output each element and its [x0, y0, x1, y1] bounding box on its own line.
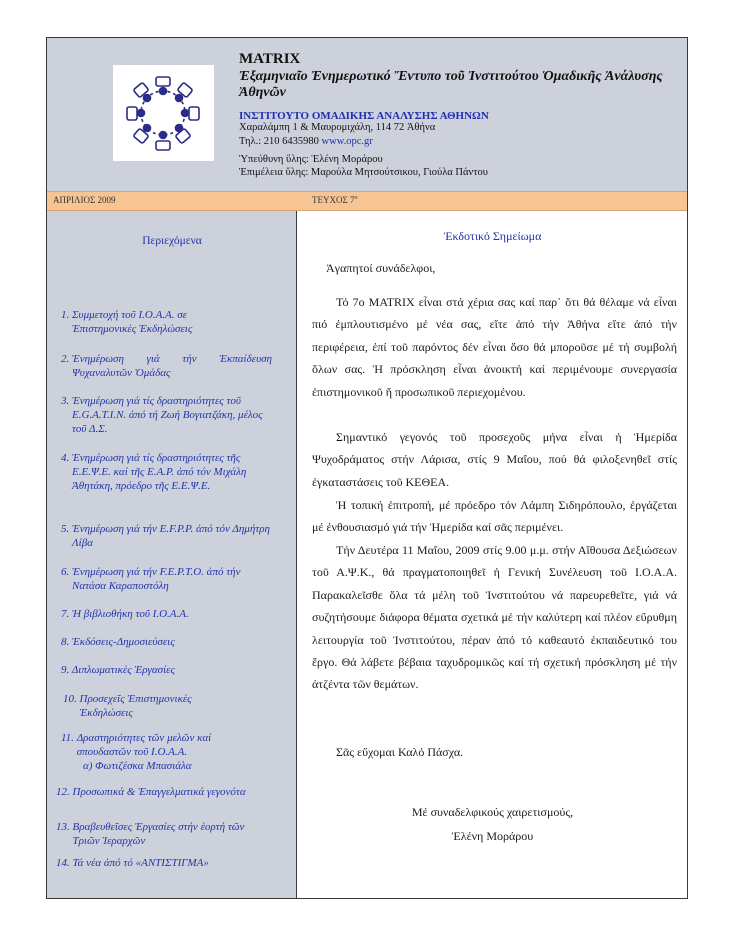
contact-line — [239, 136, 373, 147]
editing-credits: Ἐπιμέλεια ὕλης: Μαρούλα Μητσούτσικου, Γιούλα Πάντου — [239, 167, 488, 178]
newsletter-title: MATRIX — [239, 51, 301, 67]
table-of-contents — [47, 211, 297, 898]
toc-item[interactable]: 3. Ἐνημέρωση γιά τίς δραστηριότητες τοῦ E.G.A.T.I.N. ἀπό τή Ζωή Βογιατζάκη, μέλος τοῦ Δ.Σ. — [61, 395, 263, 435]
paragraph: Σημαντικό γεγονός τοῦ προσεχοῦς μήνα εἶναι ἡ Ἡμερίδα Ψυχοδράματος στήν Λάρισα, στίς 9 Μαΐου, πού θά φιλοξενηθεῖ στίς ἐγκαταστάσεις τοῦ ΚΕΘΕΑ. — [312, 430, 677, 489]
editorial-title: Ἐκδοτικό Σημείωμα — [443, 229, 542, 243]
toc-item[interactable]: 7. Ἡ βιβλιοθήκη τοῦ Ι.Ο.Α.Α. — [61, 608, 189, 620]
masthead — [47, 38, 687, 191]
institute-name: ΙΝΣΤΙΤΟΥΤΟ ΟΜΑΔΙΚΗΣ ΑΝΑΛΥΣΗΣ ΑΘΗΝΩΝ — [239, 110, 489, 122]
responsible-editor: Ὑπεύθυνη ὕλης: Ἑλένη Μοράρου — [239, 154, 383, 165]
toc-item[interactable]: 13. Βραβευθεῖσες Ἐργασίες στήν ἑορτή τῶν Τριῶν Ἱεραρχῶν — [56, 821, 245, 847]
website-link[interactable]: www.opc.gr — [321, 136, 373, 147]
toc-item[interactable]: 8. Ἐκδόσεις-Δημοσιεύσεις — [61, 636, 175, 648]
salutation: Ἀγαπητοί συνάδελφοι, — [326, 261, 436, 275]
toc-item[interactable]: 14. Τά νέα ἀπό τό «ΑΝΤΙΣΤΙΓΜΑ» — [56, 857, 209, 869]
newsletter-page — [46, 37, 688, 899]
institute-address: Χαραλάμπη 1 & Μαυρομιχάλη, 114 72 Ἀθήνα — [239, 122, 436, 133]
toc-item[interactable]: 6. Ἐνημέρωση γιά τήν F.E.P.T.O. ἀπό τήν Νατάσα Καραποστόλη — [61, 566, 241, 592]
toc-item[interactable]: 11. Δραστηριότητες τῶν μελῶν καί σπουδαστῶν τοῦ Ι.Ο.Α.Α. α) Φωτιζέσκα Μπασιάλα — [61, 731, 286, 773]
toc-item[interactable]: 5. Ἐνημέρωση γιά τήν E.F.P.P. ἀπό τόν Δημήτρη Λίβα — [61, 523, 270, 549]
issue-strip — [47, 191, 687, 211]
toc-item[interactable]: 9. Διπλωματικὲς Ἐργασίες — [61, 664, 175, 676]
editorial-note — [298, 211, 687, 898]
paragraph: Σᾶς εὔχομαι Καλό Πάσχα. — [336, 745, 464, 759]
issue-date: ΑΠΡΙΛΙΟΣ 2009 — [53, 195, 116, 205]
toc-item[interactable]: 2. Ἐνημέρωση γιά τήν Ἐκπαίδευση Ψυχαναλυτῶν Ὁμάδας — [61, 353, 272, 379]
paragraph: Τό 7ο MATRIX εἶναι στά χέρια σας καί παρ᾽ ὅτι θά θέλαμε νά εἶναι πιό ἐμπλουτισμένο μέ νέα σας, εἴτε ἀπό τήν Ἀθήνα εἴτε ἀπό τήν περιφέρεια, ἐπί τοῦ παρόντος δέν εἶναι ὅσο θά μποροῦσε μέ τή συμβολή ὅλων σας. Ἡ πρόσκληση εἶναι ἀνοικτή καί περιμένουμε συνεργασία ἐπιστημονικοῦ ἤ προσωπικοῦ περιεχομένου. — [312, 295, 677, 399]
paragraph: Ἡ τοπική ἐπιτροπή, μέ πρόεδρο τόν Λάμπη Σιδηρόπουλο, ἐργάζεται μέ ἐνθουσιασμό γιά τήν Ἡμερίδα καί σᾶς περιμένει. — [312, 498, 677, 535]
toc-item[interactable]: 12. Προσωπικά & Ἐπαγγελματικά γεγονότα — [56, 786, 246, 798]
institute-logo — [113, 65, 214, 161]
paragraph: Τήν Δευτέρα 11 Μαΐου, 2009 στίς 9.00 μ.μ. στήν Αἴθουσα Δεξιώσεων τοῦ Α.Ψ.Κ., θά πραγματοποιηθεῖ ἡ Γενική Συνέλευση τοῦ Ι.Ο.Α.Α. Παρακαλεῖσθε ὅλα τά μέλη τοῦ Ἰνστιτούτου νά παρευρεθεῖτε, γιά νά συζητήσουμε διάφορα θέματα σχετικά μέ τήν καλύτερη καί πλέον εὔρυθμη λειτουργία τοῦ Ἰνστιτούτου, πέραν ἀπό τό καθεαυτό ἐκπαιδευτικό του ἔργο. Θά λάβετε βέβαια ταχυδρομικῶς καί τή σχετική πρόσκληση μέ τήν ἀτζέντα τῶν θεμάτων. — [312, 543, 677, 692]
toc-subitem[interactable]: α) Φωτιζέσκα Μπασιάλα — [83, 760, 192, 772]
ring-of-figures-icon — [113, 65, 214, 161]
issue-number: ΤΕΥΧΟΣ $7^o$ — [312, 195, 358, 205]
telephone: Τηλ.: 210 6435980 — [239, 136, 319, 147]
toc-item[interactable]: 10. Προσεχεῖς Ἐπιστημονικὲς Ἐκδηλώσεις — [63, 693, 192, 719]
signature: Ἑλένη Μοράρου — [451, 829, 534, 843]
toc-item[interactable]: 1. Συμμετοχή τοῦ Ι.Ο.Α.Α. σε Ἐπιστημονικὲς Ἐκδηλώσεις — [61, 309, 193, 335]
closing-line: Μέ συναδελφικούς χαιρετισμούς, — [411, 805, 574, 819]
newsletter-subtitle: Ἐξαμηνιαῖο Ἐνημερωτικό Ἔντυπο τοῦ Ἰνστιτούτου Ὁμαδικῆς Ἀνάλυσης Ἀθηνῶν — [239, 69, 663, 100]
toc-title: Περιεχόμενα — [142, 235, 202, 247]
toc-item[interactable]: 4. Ἐνημέρωση γιά τίς δραστηριότητες τῆς Ε.Ε.Ψ.Ε. καί τῆς Ε.Α.Ρ. ἀπό τόν Μιχάλη Ἀθητάκη, πρόεδρο τῆς Ε.Ε.Ψ.Ε. — [61, 452, 247, 492]
